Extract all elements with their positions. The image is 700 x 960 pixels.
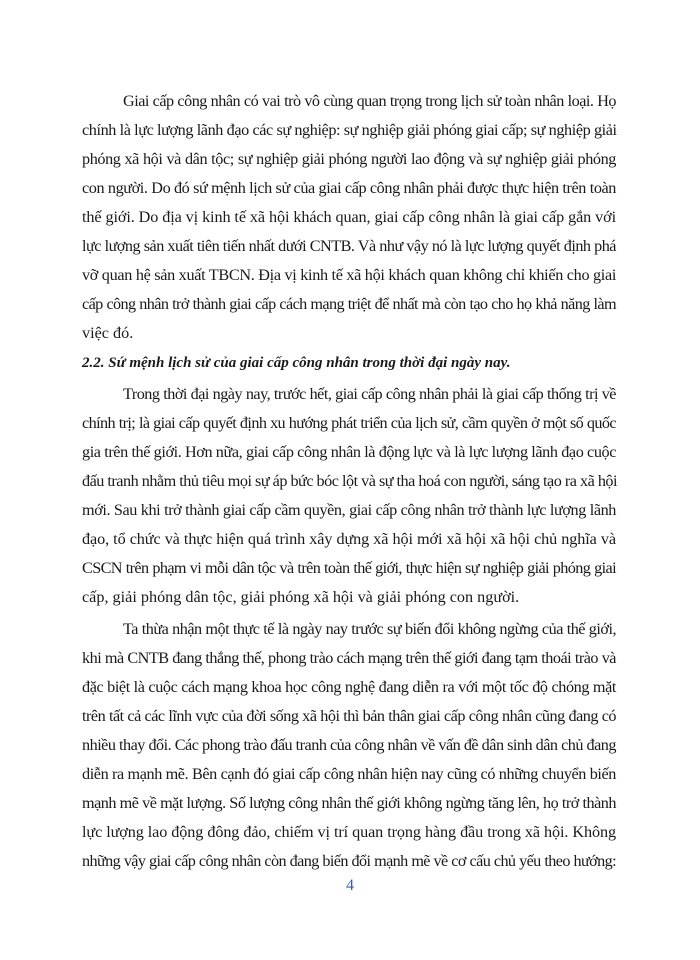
paragraph-1-line: Giai cấp công nhân có vai trò vô cùng quan trọng trong lịch sử toàn nhân loại. Họ: [123, 92, 616, 110]
paragraph-1-line: vỡ quan hệ sản xuất TBCN. Địa vị kinh tế xã hội khách quan không chỉ khiến cho giai: [82, 266, 617, 284]
paragraph-2-line: đấu tranh nhằm thủ tiêu mọi sự áp bức bóc lột và sự tha hoá con người, sáng tạo ra xã hội: [82, 472, 618, 490]
paragraph-3-line: lực lượng lao động đông đảo, chiếm vị trí quan trọng hàng đầu trong xã hội. Không: [82, 823, 616, 841]
paragraph-3-line: mạnh mẽ về mặt lượng. Số lượng công nhân thế giới không ngừng tăng lên, họ trở thành: [82, 794, 616, 812]
paragraph-3-line: khi mà CNTB đang thắng thế, phong trào cách mạng trên thế giới đang tạm thoái trào và: [82, 649, 616, 667]
paragraph-2-line: gia trên thế giới. Hơn nữa, giai cấp công nhân là động lực và là lực lượng lãnh đạo cuộc: [82, 443, 616, 461]
paragraph-1-line: phóng xã hội và dân tộc; sự nghiệp giải phóng người lao động và sự nghiệp giải phóng: [82, 150, 616, 168]
paragraph-2-line: CSCN trên phạm vi mỗi dân tộc và trên toàn thế giới, thực hiện sự nghiệp giải phóng giai: [82, 559, 616, 577]
paragraph-1-line: lực lượng sản xuất tiên tiến nhất dưới CNTB. Và như vậy nó là lực lượng quyết định phá: [82, 237, 616, 255]
paragraph-2-line: chính trị; là giai cấp quyết định xu hướng phát triển của lịch sử, cầm quyền ở một số quốc: [82, 414, 616, 432]
paragraph-2-line: cấp, giải phóng dân tộc, giải phóng xã hội và giải phóng con người.: [82, 588, 520, 606]
paragraph-2-line: mới. Sau khi trở thành giai cấp cầm quyền, giai cấp công nhân trở thành lực lượng lãnh: [82, 501, 616, 519]
paragraph-1-line: cấp công nhân trở thành giai cấp cách mạng triệt để nhất mà còn tạo cho họ khả năng làm: [82, 295, 616, 313]
paragraph-3-line: diễn ra mạnh mẽ. Bên cạnh đó giai cấp công nhân hiện nay cũng có những chuyển biến: [82, 765, 616, 783]
section-heading: 2.2. Sứ mệnh lịch sử của giai cấp công nhân trong thời đại ngày nay.: [82, 355, 511, 371]
paragraph-1-line: chính là lực lượng lãnh đạo các sự nghiệp: sự nghiệp giải phóng giai cấp; sự nghiệp giải: [82, 121, 617, 139]
paragraph-3-line: Ta thừa nhận một thực tế là ngày nay trước sự biến đổi không ngừng của thế giới,: [123, 620, 616, 638]
paragraph-3-line: trên tất cả các lĩnh vực của đời sống xã hội thì bản thân giai cấp công nhân cũng đang có: [82, 707, 616, 725]
paragraph-2-line: đạo, tổ chức và thực hiện quá trình xây dựng xã hội mới xã hội xã hội chủ nghĩa và: [82, 530, 616, 548]
paragraph-3-line: đặc biệt là cuộc cách mạng khoa học công nghệ đang diễn ra với một tốc độ chóng mặt: [82, 678, 616, 696]
page-number: 4: [346, 877, 354, 894]
paragraph-1-line: việc đó.: [82, 324, 134, 342]
paragraph-1-line: con người. Do đó sứ mệnh lịch sử của giai cấp công nhân phải được thực hiện trên toàn: [82, 179, 616, 197]
paragraph-3-line: những vậy giai cấp công nhân còn đang biến đổi mạnh mẽ về cơ cấu chủ yếu theo hướng:: [82, 852, 616, 870]
paragraph-2-line: Trong thời đại ngày nay, trước hết, giai cấp công nhân phải là giai cấp thống trị về: [123, 385, 616, 403]
paragraph-3-line: nhiều thay đổi. Các phong trào đấu tranh của công nhân về vấn đề dân sinh dân chủ đang: [82, 736, 616, 754]
paragraph-1-line: thế giới. Do địa vị kinh tế xã hội khách quan, giai cấp công nhân là giai cấp gắn với: [82, 208, 616, 226]
